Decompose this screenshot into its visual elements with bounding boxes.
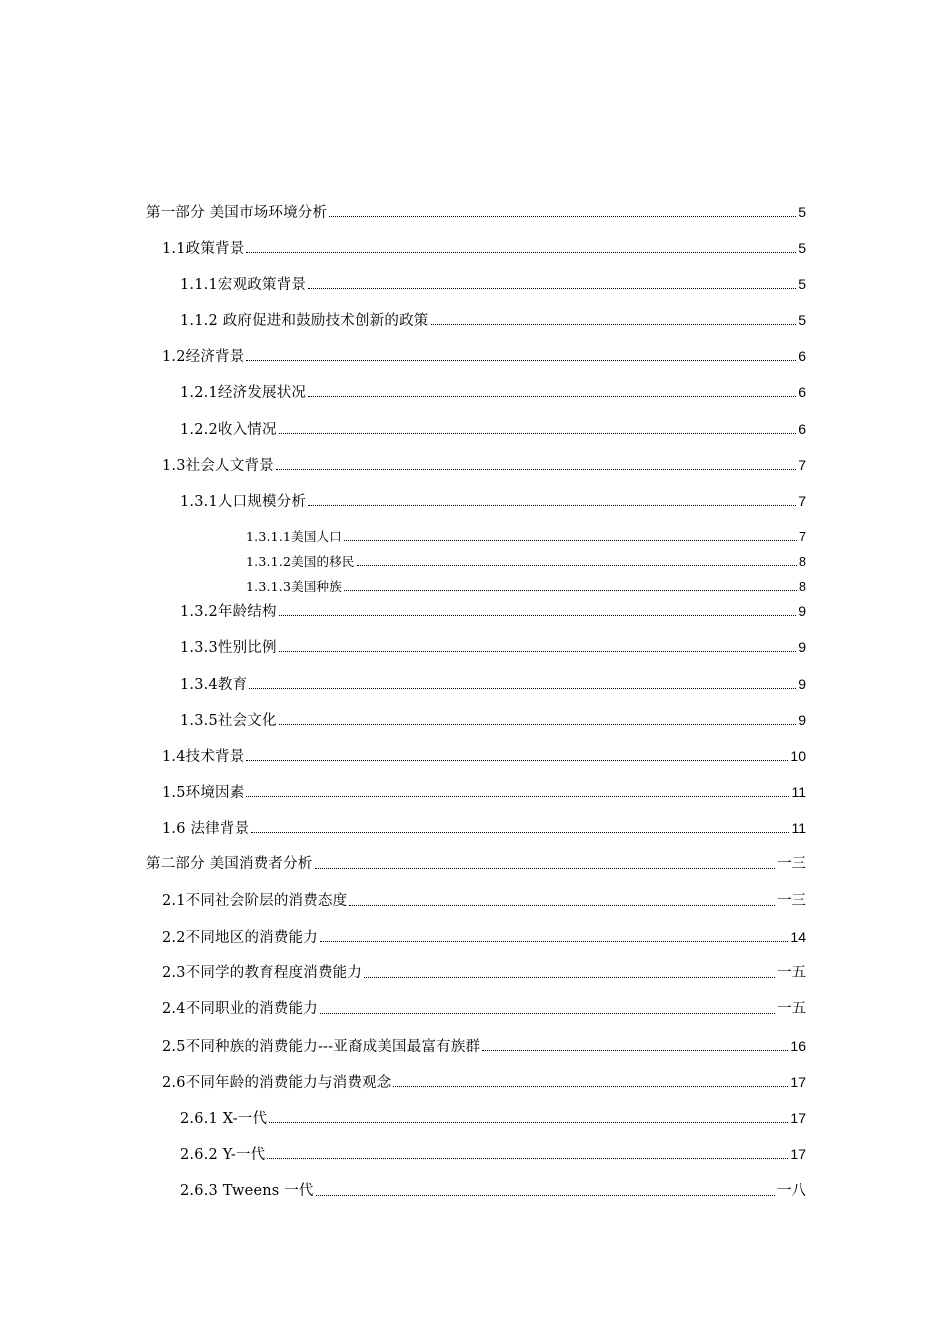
toc-entry-1-4[interactable] (162, 746, 806, 766)
toc-entry-1-3-5[interactable] (180, 710, 806, 730)
toc-page-number: 一三 (777, 856, 806, 872)
toc-page-number: 一三 (777, 893, 806, 909)
toc-entry-1-1[interactable] (162, 238, 806, 258)
dot-leader (308, 382, 796, 402)
dot-leader (251, 818, 789, 838)
dot-leader (308, 274, 796, 294)
toc-entry-label: 1.6 法律背景 (162, 821, 250, 837)
toc-page-number: 11 (791, 784, 806, 800)
toc-entry-1-3-1-2[interactable] (246, 553, 806, 570)
toc-page-number: 7 (798, 493, 806, 509)
toc-entry-2-6-2[interactable] (180, 1144, 806, 1164)
dot-leader (364, 963, 775, 983)
toc-entry-label: 1.2.2收入情况 (180, 422, 277, 438)
toc-entry-1-2-1[interactable] (180, 382, 806, 402)
dot-leader (344, 528, 797, 545)
toc-entry-label: 2.6.1 X-一代 (180, 1111, 268, 1127)
toc-entry-2-6-1[interactable] (180, 1108, 806, 1128)
toc-page-number: 6 (798, 421, 806, 437)
toc-entry-2-5[interactable] (162, 1036, 806, 1056)
toc-entry-label: 2.1不同社会阶层的消费态度 (162, 893, 348, 909)
toc-page-number: 7 (799, 530, 806, 544)
dot-leader (316, 1181, 775, 1201)
dot-leader (357, 553, 797, 570)
toc-page-number: 5 (798, 240, 806, 256)
dot-leader (246, 782, 789, 802)
toc-page-number: 5 (798, 276, 806, 292)
toc-page-number: 11 (791, 820, 806, 836)
toc-entry-1-3-1-1[interactable] (246, 528, 806, 545)
dot-leader (276, 455, 796, 475)
toc-entry-label: 1.5环境因素 (162, 785, 245, 801)
dot-leader (279, 637, 797, 657)
toc-entry-label: 2.4不同职业的消费能力 (162, 1001, 318, 1017)
dot-leader (320, 927, 788, 947)
toc-entry-1-3-2[interactable] (180, 601, 806, 621)
toc-entry-label: 1.3.1.1美国人口 (246, 529, 342, 544)
toc-page-number: 一五 (777, 1001, 806, 1017)
toc-page-number: 7 (798, 457, 806, 473)
toc-entry-1-6[interactable] (162, 818, 806, 838)
toc-page-number: 8 (799, 580, 806, 594)
toc-page-number: 6 (798, 348, 806, 364)
dot-leader (329, 202, 796, 222)
toc-entry-label: 1.3.1.3美国种族 (246, 579, 342, 594)
toc-page-number: 16 (790, 1038, 806, 1054)
toc-page-number: 9 (798, 712, 806, 728)
toc-entry-label: 2.5不同种族的消费能力---亚裔成美国最富有族群 (162, 1039, 481, 1055)
toc-page-number: 14 (790, 929, 806, 945)
toc-entry-label: 1.3.4教育 (180, 677, 248, 693)
dot-leader (308, 491, 796, 511)
toc-entry-label: 1.1.2 政府促进和鼓励技术创新的政策 (180, 313, 429, 329)
dot-leader (246, 238, 796, 258)
toc-entry-1-3-1[interactable] (180, 491, 806, 511)
toc-entry-label: 1.3.5社会文化 (180, 713, 277, 729)
dot-leader (393, 1072, 788, 1092)
toc-entry-1-1-2[interactable] (180, 310, 806, 330)
toc-entry-label: 1.3.1人口规模分析 (180, 494, 307, 510)
toc-entry-1-2-2[interactable] (180, 419, 806, 439)
toc-entry-label: 1.1政策背景 (162, 241, 245, 257)
dot-leader (249, 674, 796, 694)
toc-page-number: 5 (798, 312, 806, 328)
dot-leader (246, 746, 788, 766)
toc-page-number: 17 (790, 1146, 806, 1162)
toc-page-number: 10 (790, 748, 806, 764)
toc-entry-1-1-1[interactable] (180, 274, 806, 294)
toc-entry-label: 1.3社会人文背景 (162, 458, 274, 474)
toc-entry-2-6-3[interactable] (180, 1181, 806, 1201)
toc-entry-1-3-4[interactable] (180, 674, 806, 694)
toc-entry-label: 1.3.3性别比例 (180, 640, 277, 656)
toc-entry-label: 2.6不同年龄的消费能力与消费观念 (162, 1075, 392, 1091)
dot-leader (320, 999, 775, 1019)
toc-entry-label: 1.4技术背景 (162, 749, 245, 765)
dot-leader (279, 419, 797, 439)
toc-entry-2-1[interactable] (162, 891, 806, 911)
toc-entry-label: 1.2.1经济发展状况 (180, 385, 307, 401)
toc-entry-label: 2.3不同学的教育程度消费能力 (162, 965, 363, 981)
toc-page-number: 9 (798, 639, 806, 655)
toc-entry-2-3[interactable] (162, 963, 806, 983)
toc-entry-2-2[interactable] (162, 927, 806, 947)
dot-leader (431, 310, 797, 330)
toc-page-number: 5 (798, 204, 806, 220)
toc-page-number: 6 (798, 384, 806, 400)
dot-leader (279, 710, 797, 730)
dot-leader (267, 1144, 788, 1164)
dot-leader (349, 891, 775, 911)
toc-entry-label: 1.2经济背景 (162, 349, 245, 365)
dot-leader (246, 346, 796, 366)
toc-page-number: 9 (798, 603, 806, 619)
toc-entry-1-5[interactable] (162, 782, 806, 802)
dot-leader (279, 601, 797, 621)
toc-entry-2-4[interactable] (162, 999, 806, 1019)
toc-entry-1-3-3[interactable] (180, 637, 806, 657)
toc-page-number: 一五 (777, 965, 806, 981)
toc-entry-label: 1.3.2年龄结构 (180, 604, 277, 620)
toc-entry-part1[interactable] (146, 202, 806, 222)
toc-entry-1-3[interactable] (162, 455, 806, 475)
toc-entry-label: 第二部分 美国消费者分析 (146, 856, 313, 872)
toc-entry-label: 2.2不同地区的消费能力 (162, 930, 318, 946)
toc-entry-1-2[interactable] (162, 346, 806, 366)
dot-leader (315, 854, 775, 874)
toc-entry-2-6[interactable] (162, 1072, 806, 1092)
toc-entry-label: 第一部分 美国市场环境分析 (146, 205, 328, 221)
toc-entry-label: 1.1.1宏观政策背景 (180, 277, 307, 293)
dot-leader (344, 578, 797, 595)
toc-page-number: 8 (799, 555, 806, 569)
toc-page-number: 一八 (777, 1183, 806, 1199)
toc-entry-label: 2.6.2 Y-一代 (180, 1147, 266, 1163)
toc-entry-1-3-1-3[interactable] (246, 578, 806, 595)
toc-page-number: 17 (790, 1110, 806, 1126)
dot-leader (482, 1036, 788, 1056)
dot-leader (269, 1108, 788, 1128)
toc-entry-label: 1.3.1.2美国的移民 (246, 554, 355, 569)
toc-page-number: 9 (798, 676, 806, 692)
toc-entry-part2[interactable] (146, 854, 806, 874)
toc-entry-label: 2.6.3 Tweens 一代 (180, 1183, 314, 1199)
toc-page-number: 17 (790, 1074, 806, 1090)
